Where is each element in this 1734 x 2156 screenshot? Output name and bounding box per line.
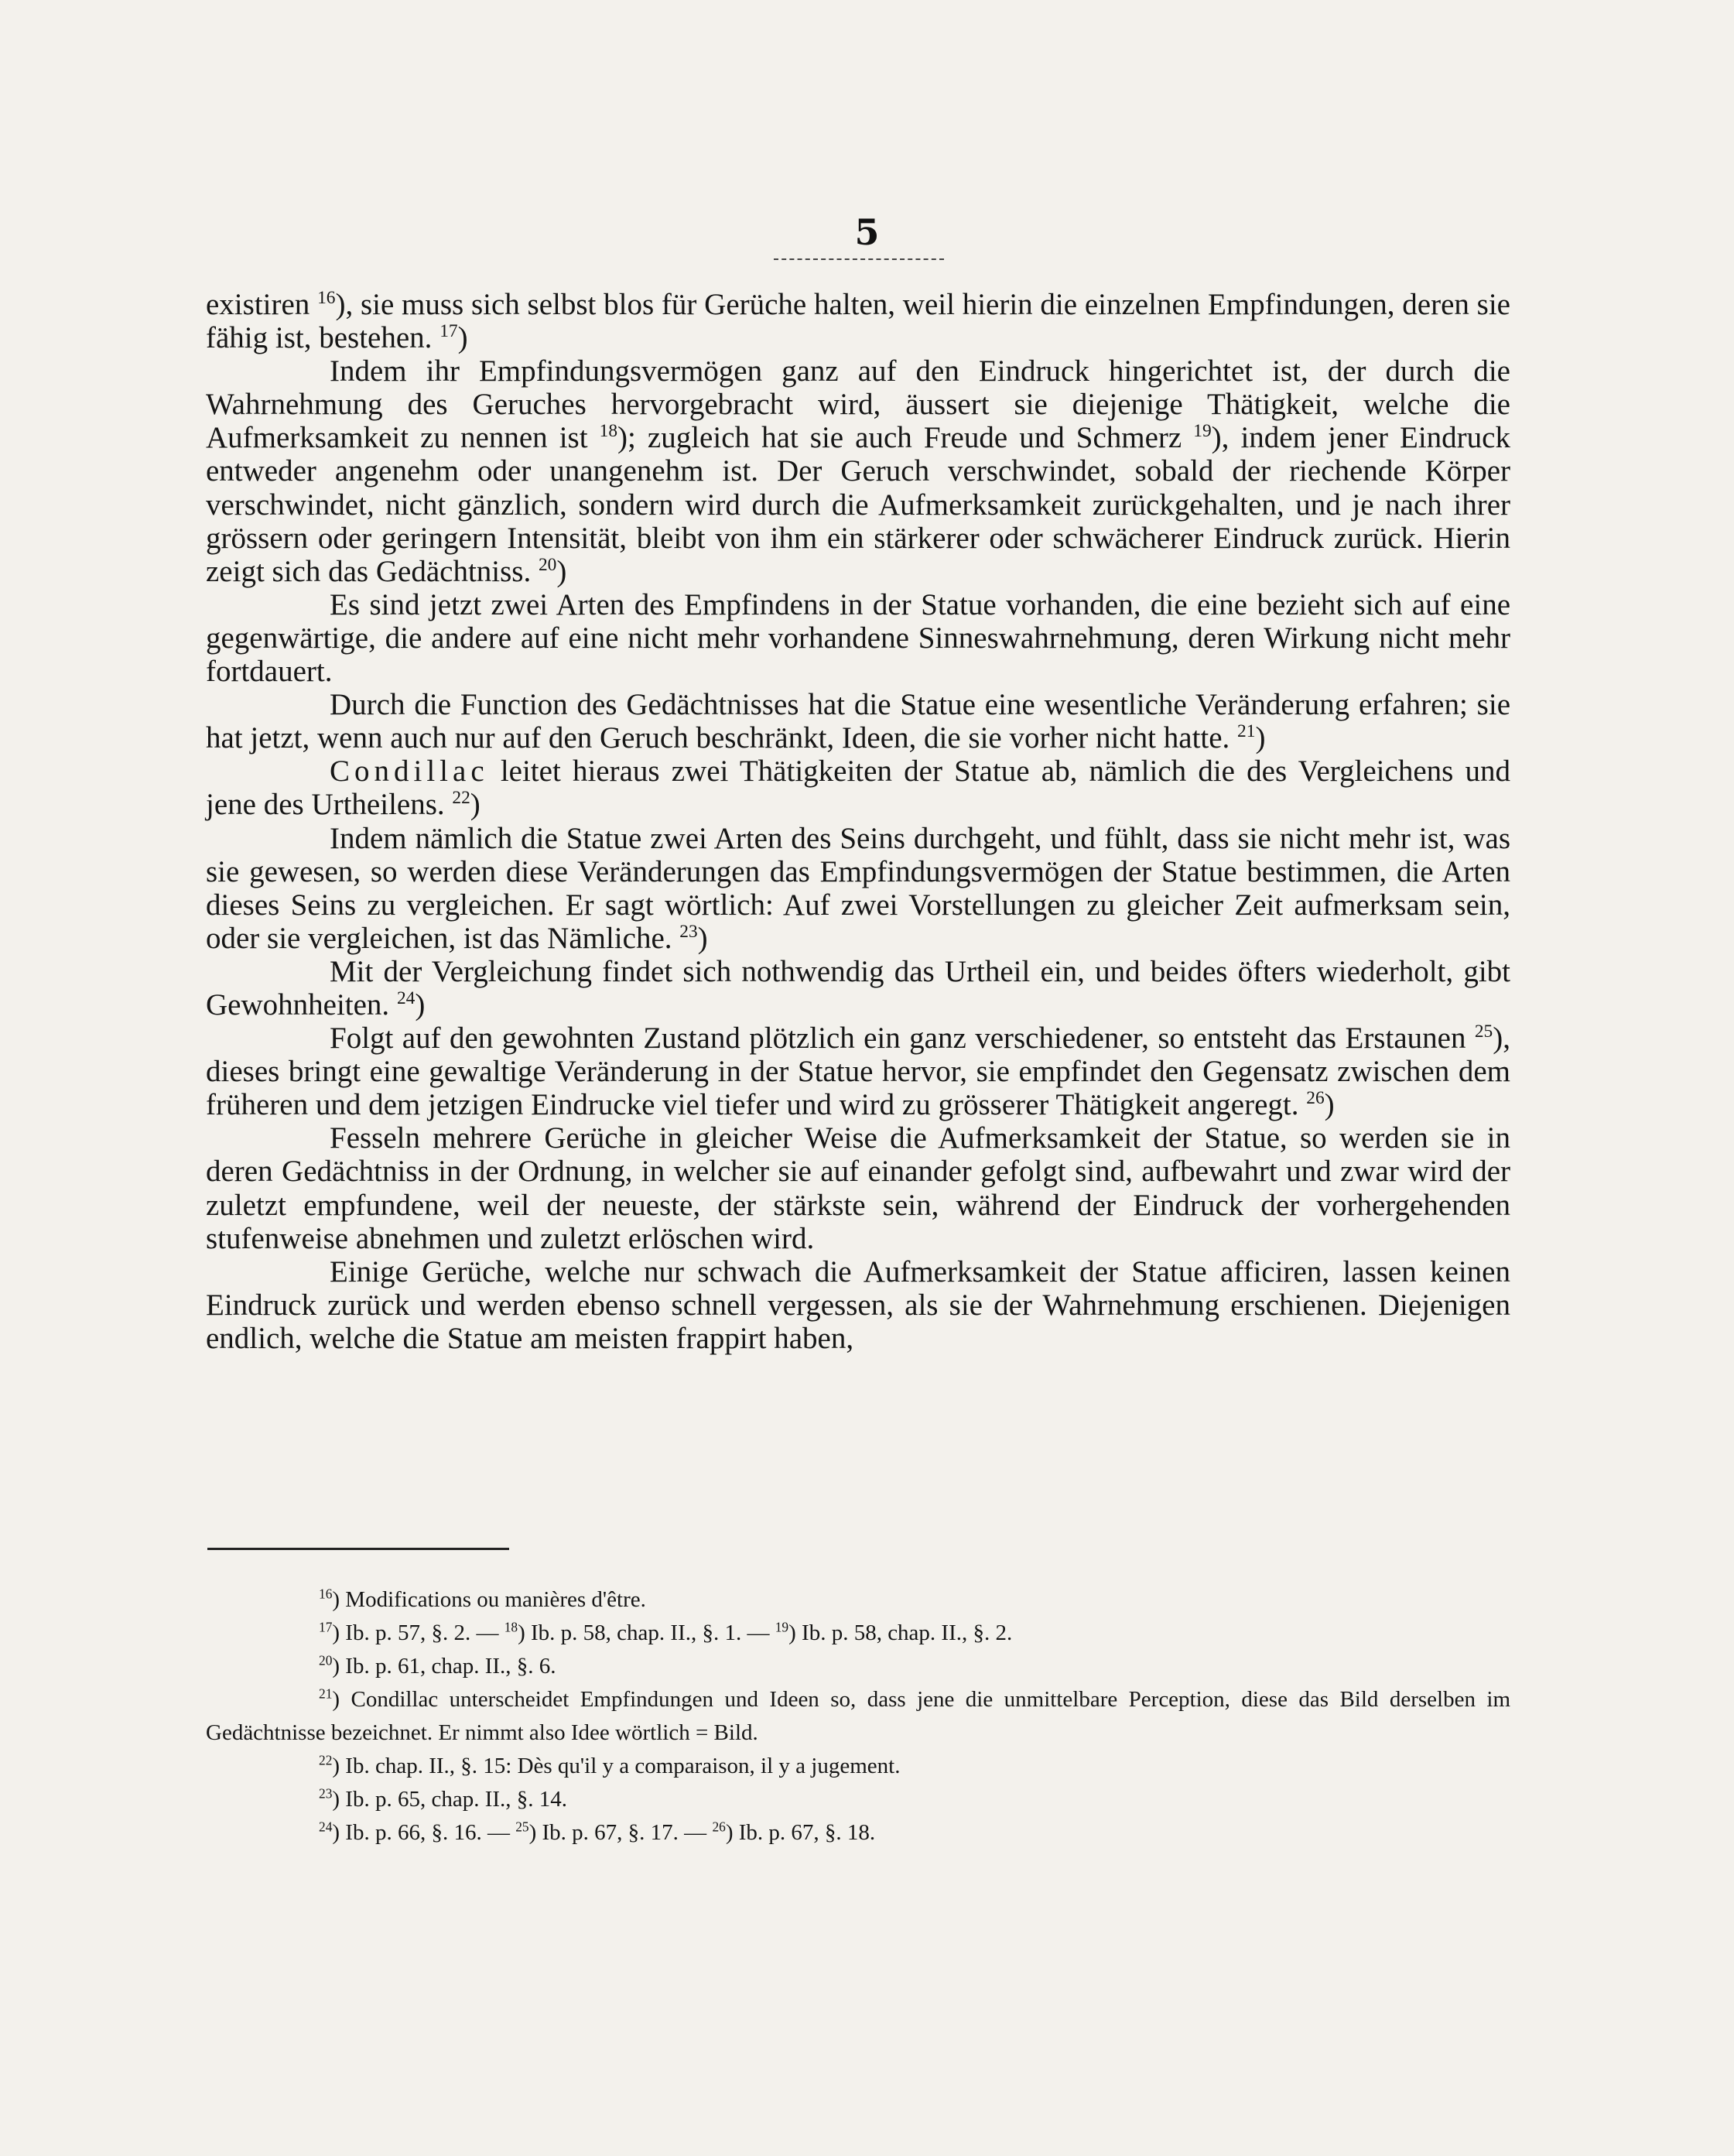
body-paragraph [206,1255,1510,1355]
text-run: ) [415,987,426,1022]
text-run: leitet hieraus zwei Thätigkeiten der Statue ab, nämlich die des Vergleichens und jene des Urtheilens. [206,755,1510,822]
text-run: ) [556,554,567,588]
body-paragraph [206,755,1510,821]
text-run: Indem nämlich die Statue zwei Arten des Seins durchgeht, und fühlt, dass sie nicht mehr ist, was sie gewesen, so werden diese Veränderungen das Empfindungsvermögen der Statue bestimmen, die Arten dieses Seins zu vergleichen. Er sagt wörtlich: Auf zwei Vorstellungen zu gleicher Zeit aufmerksam sein, oder sie vergleichen, ist das Nämliche. [206,821,1510,955]
text-run: Mit der Vergleichung findet sich nothwendig das Urtheil ein, und beides öfters wiederholt, gibt Gewohnheiten. [206,954,1510,1022]
text-run: Indem ihr Empfindungsvermögen ganz auf den Eindruck hingerichtet ist, der durch die Wahrnehmung des Geruches hervorgebracht wird, äussert sie diejenige Thätigkeit, welche die Aufmerksamkeit zu nennen ist [206,354,1510,455]
footnote-rule [207,1548,509,1550]
footnote [206,1750,1510,1783]
footnote-ref: 24 [396,987,416,1008]
text-run: Einige Gerüche, welche nur schwach die Aufmerksamkeit der Statue afficiren, lassen keinen Eindruck zurück und werden ebenso schnell vergessen, als sie der Wahrnehmung erschienen. Diejenigen endlich, welche die Statue am meisten frappirt haben, [206,1254,1510,1355]
body-paragraph [206,822,1510,955]
footnotes [206,1583,1510,1850]
footnote-ref: 18 [599,421,618,442]
body-paragraph [206,1022,1510,1121]
footnote-ref: 21 [319,1685,333,1702]
footnote-ref: 26 [712,1819,726,1835]
footnote-ref: 19 [1193,421,1212,442]
text-run: ), sie muss sich selbst blos für Gerüche halten, weil hierin die einzelnen Empfindungen, deren sie fähig ist, bestehen. [206,288,1510,355]
text-run: ) [457,321,468,355]
text-run: ); zugleich hat sie auch Freude und Schmerz [617,421,1194,455]
text-run: ) Ib. p. 65, chap. II., §. 14. [332,1787,568,1812]
text-run: ), indem jener Eindruck entweder angenehm oder unangenehm ist. Der Geruch verschwindet, sobald der riechende Körper verschwindet, nicht gänzlich, sondern wird durch die Aufmerksamkeit zurückgehalten, und je nach ihrer grössern oder geringern Intensität, bleibt von ihm ein stärkerer oder schwächerer Eindruck zurück. Hierin zeigt sich das Gedächtniss. [206,421,1510,588]
footnote-ref: 25 [515,1819,529,1835]
footnote-ref: 16 [319,1586,333,1602]
footnote [206,1816,1510,1850]
footnote-ref: 16 [317,288,336,308]
text-run: Es sind jetzt zwei Arten des Empfindens in der Statue vorhanden, die eine bezieht sich auf eine gegenwärtige, die andere auf eine nicht mehr vorhandene Sinneswahrnehmung, deren Wirkung nicht mehr fortdauert. [206,587,1510,689]
text-run: ) [1255,721,1266,755]
text-run: ) Ib. chap. II., §. 15: Dès qu'il y a comparaison, il y a jugement. [332,1754,901,1778]
text-run: ), dieses bringt eine gewaltige Veränderung in der Statue hervor, sie empfindet den Gegensatz zwischen dem früheren und dem jetzigen Eindrucke viel tiefer und wird zu grösserer Thätigkeit angeregt. [206,1022,1510,1122]
body-paragraph [206,588,1510,688]
body-paragraph [206,288,1510,354]
text-run: ) Condillac unterscheidet Empfindungen und Ideen so, dass jene die unmittelbare Perception, diese das Bild derselben im Gedächtnisse bezeichnet. Er nimmt also Idee wörtlich = Bild. [206,1687,1510,1745]
footnote [206,1617,1510,1650]
footnote [206,1783,1510,1816]
author-name: Condillac [330,755,489,789]
text-run: existiren [206,288,318,321]
footnote-ref: 18 [504,1619,518,1635]
text-run: ) [470,788,481,822]
text-run: ) Ib. p. 67, §. 18. [725,1820,876,1845]
footnote-ref: 17 [319,1619,333,1635]
body-paragraph [206,1121,1510,1254]
footnote-ref: 25 [1474,1022,1493,1042]
text-run: ) Ib. p. 66, §. 16. — [332,1820,516,1845]
page-number: 5 [854,211,880,253]
text-run: Fesseln mehrere Gerüche in gleicher Weise die Aufmerksamkeit der Statue, so werden sie in deren Gedächtniss in der Ordnung, in welcher sie auf einander gefolgt sind, aufbewahrt und zwar wird der zuletzt empfundene, weil der neueste, der stärkste sein, während der Eindruck der vorhergehenden stufenweise abnehmen und zuletzt erlöschen wird. [206,1121,1510,1255]
text-run: ) Ib. p. 58, chap. II., §. 2. [788,1620,1013,1645]
body-paragraph [206,688,1510,755]
text-run: ) [697,921,708,955]
footnote-ref: 19 [775,1619,789,1635]
text-run: ) Ib. p. 61, chap. II., §. 6. [332,1654,556,1679]
body-paragraph [206,955,1510,1022]
text-run: Durch die Function des Gedächtnisses hat die Statue eine wesentliche Veränderung erfahren; sie hat jetzt, wenn auch nur auf den Geruch beschränkt, Ideen, die sie vorher nicht hatte. [206,688,1510,755]
text-run: ) Ib. p. 67, §. 17. — [528,1820,713,1845]
text-run: Folgt auf den gewohnten Zustand plötzlich ein ganz verschiedener, so entsteht das Erstaunen [330,1022,1475,1056]
header-ornament [774,258,944,260]
text-run: ) Ib. p. 58, chap. II., §. 1. — [518,1620,775,1645]
body-text [206,288,1510,1355]
footnote-ref: 21 [1237,721,1256,742]
footnote-ref: 22 [319,1752,333,1768]
body-paragraph [206,354,1510,588]
text-run: ) [1324,1088,1335,1122]
footnote-ref: 17 [439,321,458,342]
text-run: ) Modifications ou manières d'être. [332,1587,646,1612]
footnote [206,1683,1510,1750]
footnote-ref: 20 [319,1652,333,1668]
footnote-ref: 23 [319,1785,333,1802]
footnote-ref: 23 [679,921,698,942]
footnote-ref: 26 [1306,1088,1325,1109]
footnote-ref: 24 [319,1819,333,1835]
footnote-ref: 20 [538,554,557,575]
footnote-ref: 22 [452,788,470,809]
footnote [206,1583,1510,1617]
footnote [206,1650,1510,1683]
text-run: ) Ib. p. 57, §. 2. — [332,1620,504,1645]
